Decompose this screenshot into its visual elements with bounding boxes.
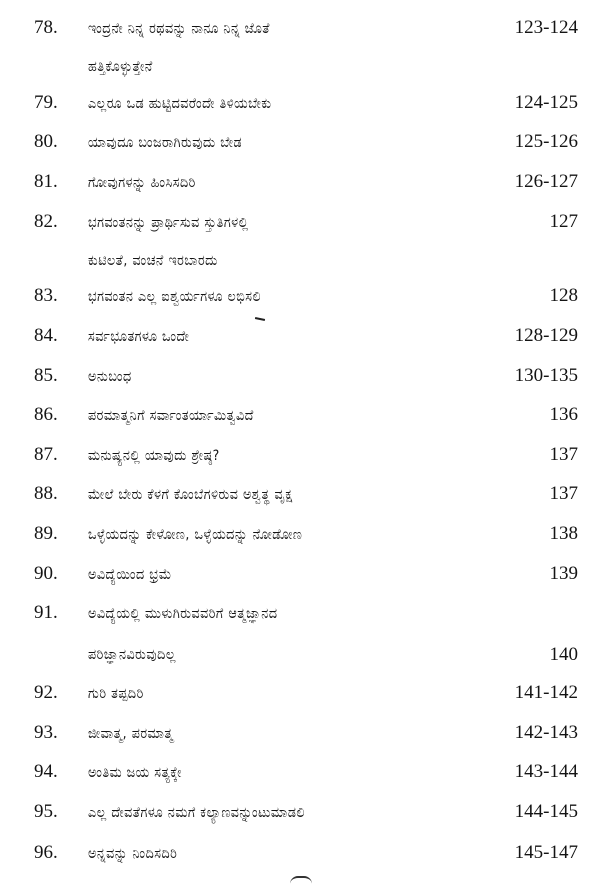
entry-number: 78. — [34, 17, 58, 38]
page-edge-mark — [290, 876, 312, 884]
entry-title: ಸರ್ವಭೂತಗಳೂ ಒಂದೇ — [88, 327, 190, 345]
entry-number: 81. — [34, 171, 58, 192]
entry-title: ಜೀವಾತ್ಮ, ಪರಮಾತ್ಮ — [88, 724, 174, 742]
entry-title: ಭಗವಂತನ ಎಲ್ಲ ಐಶ್ವರ್ಯಗಳೂ ಲಭಿಸಲಿ — [88, 287, 262, 305]
entry-title: ಅನುಬಂಧ — [88, 367, 132, 385]
entry-title: ಎಲ್ಲರೂ ಒಡ ಹುಟ್ಟಿದವರೆಂದೇ ತಿಳಿಯಬೇಕು — [88, 94, 272, 112]
entry-number: 92. — [34, 682, 58, 703]
entry-pages: 145-147 — [514, 842, 578, 863]
entry-pages: 128-129 — [514, 325, 578, 346]
entry-number: 93. — [34, 722, 58, 743]
entry-number: 89. — [34, 523, 58, 544]
entry-pages: 128 — [549, 285, 578, 306]
entry-title: ಅಂತಿಮ ಜಯ ಸತ್ಯಕ್ಕೇ — [88, 763, 182, 781]
entry-pages: 126-127 — [514, 171, 578, 192]
entry-pages: 136 — [549, 404, 578, 425]
entry-title: ಗೋವುಗಳನ್ನು ಹಿಂಸಿಸದಿರಿ — [88, 173, 196, 191]
entry-number: 88. — [34, 483, 58, 504]
entry-pages: 142-143 — [514, 722, 578, 743]
entry-number: 79. — [34, 92, 58, 113]
entry-number: 86. — [34, 404, 58, 425]
entry-pages: 144-145 — [514, 801, 578, 822]
entry-pages: 124-125 — [514, 92, 578, 113]
entry-pages: 140 — [549, 644, 578, 665]
entry-title: ಮೇಲೆ ಬೇರು ಕೆಳಗೆ ಕೊಂಬೆಗಳಿರುವ ಅಶ್ವತ್ಥ ವೃಕ್ಷ — [88, 485, 293, 503]
entry-pages: 130-135 — [514, 365, 578, 386]
entry-pages: 123-124 — [514, 17, 578, 38]
entry-pages: 138 — [549, 523, 578, 544]
entry-number: 95. — [34, 801, 58, 822]
entry-number: 90. — [34, 563, 58, 584]
entry-pages: 137 — [549, 444, 578, 465]
entry-title: ಒಳ್ಳೆಯದನ್ನು ಕೇಳೋಣ, ಒಳ್ಳೆಯದನ್ನು ನೋಡೋಣ — [88, 525, 303, 543]
entry-pages: 139 — [549, 563, 578, 584]
entry-pages: 125-126 — [514, 131, 578, 152]
entry-title: ಇಂದ್ರನೇ ನಿನ್ನ ರಥವನ್ನು ನಾನೂ ನಿನ್ನ ಜೊತೆ — [88, 19, 270, 37]
entry-number: 84. — [34, 325, 58, 346]
entry-pages: 141-142 — [514, 682, 578, 703]
entry-title: ಅವಿದ್ಯೆಯಲ್ಲಿ ಮುಳುಗಿರುವವರಿಗೆ ಆತ್ಮಜ್ಞಾನದ — [88, 604, 278, 622]
entry-title: ಯಾವುದೂ ಬಂಜರಾಗಿರುವುದು ಬೇಡ — [88, 133, 243, 151]
entry-number: 91. — [34, 602, 58, 623]
entry-pages: 127 — [549, 211, 578, 232]
entry-pages: 137 — [549, 483, 578, 504]
entry-number: 85. — [34, 365, 58, 386]
entry-title-continued: ಕುಟಿಲತೆ, ವಂಚನೆ ಇರಬಾರದು — [88, 251, 218, 269]
entry-title-continued: ಹತ್ತಿಕೊಳ್ಳುತ್ತೇನೆ — [88, 57, 153, 75]
entry-number: 94. — [34, 761, 58, 782]
entry-number: 96. — [34, 842, 58, 863]
entry-title: ಪರಮಾತ್ಮನಿಗೆ ಸರ್ವಾಂತರ್ಯಾಮಿತ್ವವಿದೆ — [88, 406, 254, 424]
entry-title: ಭಗವಂತನನ್ನು ಪ್ರಾರ್ಥಿಸುವ ಸ್ತುತಿಗಳಲ್ಲಿ — [88, 213, 249, 231]
entry-number: 87. — [34, 444, 58, 465]
entry-title: ಎಲ್ಲ ದೇವತೆಗಳೂ ನಮಗೆ ಕಲ್ಯಾಣವನ್ನುಂಟುಮಾಡಲಿ — [88, 803, 305, 821]
entry-title: ಗುರಿ ತಪ್ಪದಿರಿ — [88, 684, 144, 702]
entry-number: 80. — [34, 131, 58, 152]
entry-title-continued: ಪರಿಜ್ಞಾನವಿರುವುದಿಲ್ಲ — [88, 645, 177, 663]
entry-title: ಅವಿದ್ಯೆಯಿಂದ ಭ್ರಮೆ — [88, 565, 172, 583]
print-mark — [255, 317, 265, 321]
entry-pages: 143-144 — [514, 761, 578, 782]
entry-number: 82. — [34, 211, 58, 232]
entry-number: 83. — [34, 285, 58, 306]
entry-title: ಅನ್ನವನ್ನು ನಿಂದಿಸದಿರಿ — [88, 844, 178, 862]
entry-title: ಮನುಷ್ಯನಲ್ಲಿ ಯಾವುದು ಶ್ರೇಷ್ಠ? — [88, 446, 220, 464]
